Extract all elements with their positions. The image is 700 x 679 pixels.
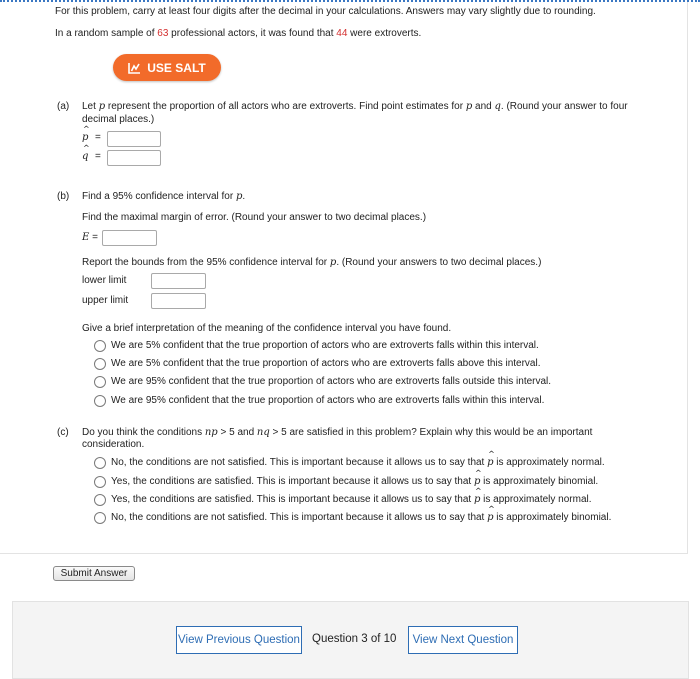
q-hat-equals: = xyxy=(95,151,101,162)
lower-limit-label: lower limit xyxy=(82,275,127,286)
upper-limit-label: upper limit xyxy=(82,295,129,306)
option-text: No, the conditions are not satisfied. This is important because it allows us to say that xyxy=(111,512,488,523)
interp-option-3-label[interactable]: We are 95% confident that the true proportion of actors who are extroverts falls outside this interval. xyxy=(111,376,552,387)
instructions-text: For this problem, carry at least four digits after the decimal in your calculations. Answers may vary slightly due to rounding. xyxy=(55,6,596,17)
statement-text: professional actors, it was found that xyxy=(168,28,337,39)
interp-option-4-radio[interactable] xyxy=(94,395,106,407)
part-b-text: Find a 95% confidence interval for xyxy=(82,191,236,202)
view-next-question-button[interactable]: View Next Question xyxy=(408,626,518,654)
bounds-prompt xyxy=(82,257,541,268)
margin-of-error-input[interactable] xyxy=(102,230,157,246)
bounds-text: . (Round your answers to two decimal places.) xyxy=(336,257,542,268)
condition-option-4-radio[interactable] xyxy=(94,512,106,524)
interp-option-2-radio[interactable] xyxy=(94,358,106,370)
condition-option-1-radio[interactable] xyxy=(94,457,106,469)
option-text: Yes, the conditions are satisfied. This is important because it allows us to say that xyxy=(111,476,474,487)
condition-option-2-radio[interactable] xyxy=(94,476,106,488)
option-text: is approximately binomial. xyxy=(480,476,599,487)
p-hat-equals: = xyxy=(95,132,101,143)
submit-answer-button[interactable]: Submit Answer xyxy=(53,566,135,581)
q-hat-symbol: ^ q xyxy=(82,151,88,162)
problem-statement xyxy=(55,28,421,39)
statement-text: In a random sample of xyxy=(55,28,158,39)
part-a-text: represent the proportion of all actors who are extroverts. Find point estimates for xyxy=(105,101,466,112)
upper-limit-input[interactable] xyxy=(151,293,206,309)
e-equals: = xyxy=(92,232,98,243)
var-q: q xyxy=(494,101,501,112)
bounds-text: Report the bounds from the 95% confidence interval for xyxy=(82,257,330,268)
interp-option-1-label[interactable]: We are 5% confident that the true proportion of actors who are extroverts falls within this interval. xyxy=(111,340,539,351)
var-p: p xyxy=(329,257,337,268)
interp-option-4-label[interactable]: We are 95% confident that the true proportion of actors who are extroverts falls within this interval. xyxy=(111,395,545,406)
interpretation-prompt: Give a brief interpretation of the meaning of the confidence interval you have found. xyxy=(82,323,452,334)
p-hat-symbol: ^ p xyxy=(474,494,480,505)
e-label xyxy=(82,232,98,243)
part-a-question xyxy=(82,101,628,112)
p-hat-symbol: ^ p xyxy=(487,512,493,523)
condition-option-3-radio[interactable] xyxy=(94,494,106,506)
question-counter: Question 3 of 10 xyxy=(312,633,397,645)
p-hat-label xyxy=(82,132,88,143)
p-hat-symbol: ^ p xyxy=(82,132,88,143)
lower-limit-input[interactable] xyxy=(151,273,206,289)
option-text: is approximately binomial. xyxy=(493,512,612,523)
salt-chart-icon xyxy=(128,62,141,74)
var-p: p xyxy=(235,191,243,202)
condition-option-2-label[interactable] xyxy=(111,476,598,487)
part-c-text: > 5 and xyxy=(217,427,257,438)
part-a-text: . (Round your answer to four xyxy=(500,101,628,112)
part-c-marker: (c) xyxy=(57,427,69,438)
var-np: np xyxy=(204,427,218,438)
part-a-marker: (a) xyxy=(57,101,70,112)
var-nq: nq xyxy=(256,427,270,438)
use-salt-label: USE SALT xyxy=(147,60,206,75)
part-b-text: . xyxy=(242,191,246,202)
option-text: is approximately normal. xyxy=(493,457,605,468)
part-c-text: Do you think the conditions xyxy=(82,427,205,438)
extrovert-count-value: 44 xyxy=(336,28,348,39)
part-c-text: > 5 are satisfied in this problem? Explain why this would be an important xyxy=(269,427,593,438)
margin-of-error-prompt: Find the maximal margin of error. (Round your answer to two decimal places.) xyxy=(82,212,427,223)
interp-option-3-radio[interactable] xyxy=(94,376,106,388)
q-hat-input[interactable] xyxy=(107,150,161,166)
part-b-marker: (b) xyxy=(57,191,70,202)
use-salt-button[interactable] xyxy=(113,54,221,81)
statement-text: were extroverts. xyxy=(347,28,422,39)
var-p: p xyxy=(98,101,106,112)
option-text: No, the conditions are not satisfied. This is important because it allows us to say that xyxy=(111,457,488,468)
e-symbol: E xyxy=(82,232,90,243)
part-a-question-cont: decimal places.) xyxy=(82,114,155,125)
q-hat-label xyxy=(82,151,88,162)
p-hat-input[interactable] xyxy=(107,131,161,147)
condition-option-4-label[interactable] xyxy=(111,512,611,523)
option-text: is approximately normal. xyxy=(480,494,592,505)
part-c-question-cont: consideration. xyxy=(82,439,145,450)
option-text: Yes, the conditions are satisfied. This is important because it allows us to say that xyxy=(111,494,474,505)
var-p: p xyxy=(465,101,473,112)
part-a-text: Let xyxy=(82,101,99,112)
p-hat-symbol: ^ p xyxy=(487,457,493,468)
interp-option-1-radio[interactable] xyxy=(94,340,106,352)
sample-size-value: 63 xyxy=(157,28,169,39)
p-hat-symbol: ^ p xyxy=(474,476,480,487)
condition-option-3-label[interactable] xyxy=(111,494,592,505)
view-previous-question-button[interactable]: View Previous Question xyxy=(176,626,302,654)
interp-option-2-label[interactable]: We are 5% confident that the true proportion of actors who are extroverts falls above this interval. xyxy=(111,358,541,369)
part-a-text: and xyxy=(472,101,495,112)
part-c-question xyxy=(82,427,592,438)
part-b-question xyxy=(82,191,245,202)
condition-option-1-label[interactable] xyxy=(111,457,605,468)
